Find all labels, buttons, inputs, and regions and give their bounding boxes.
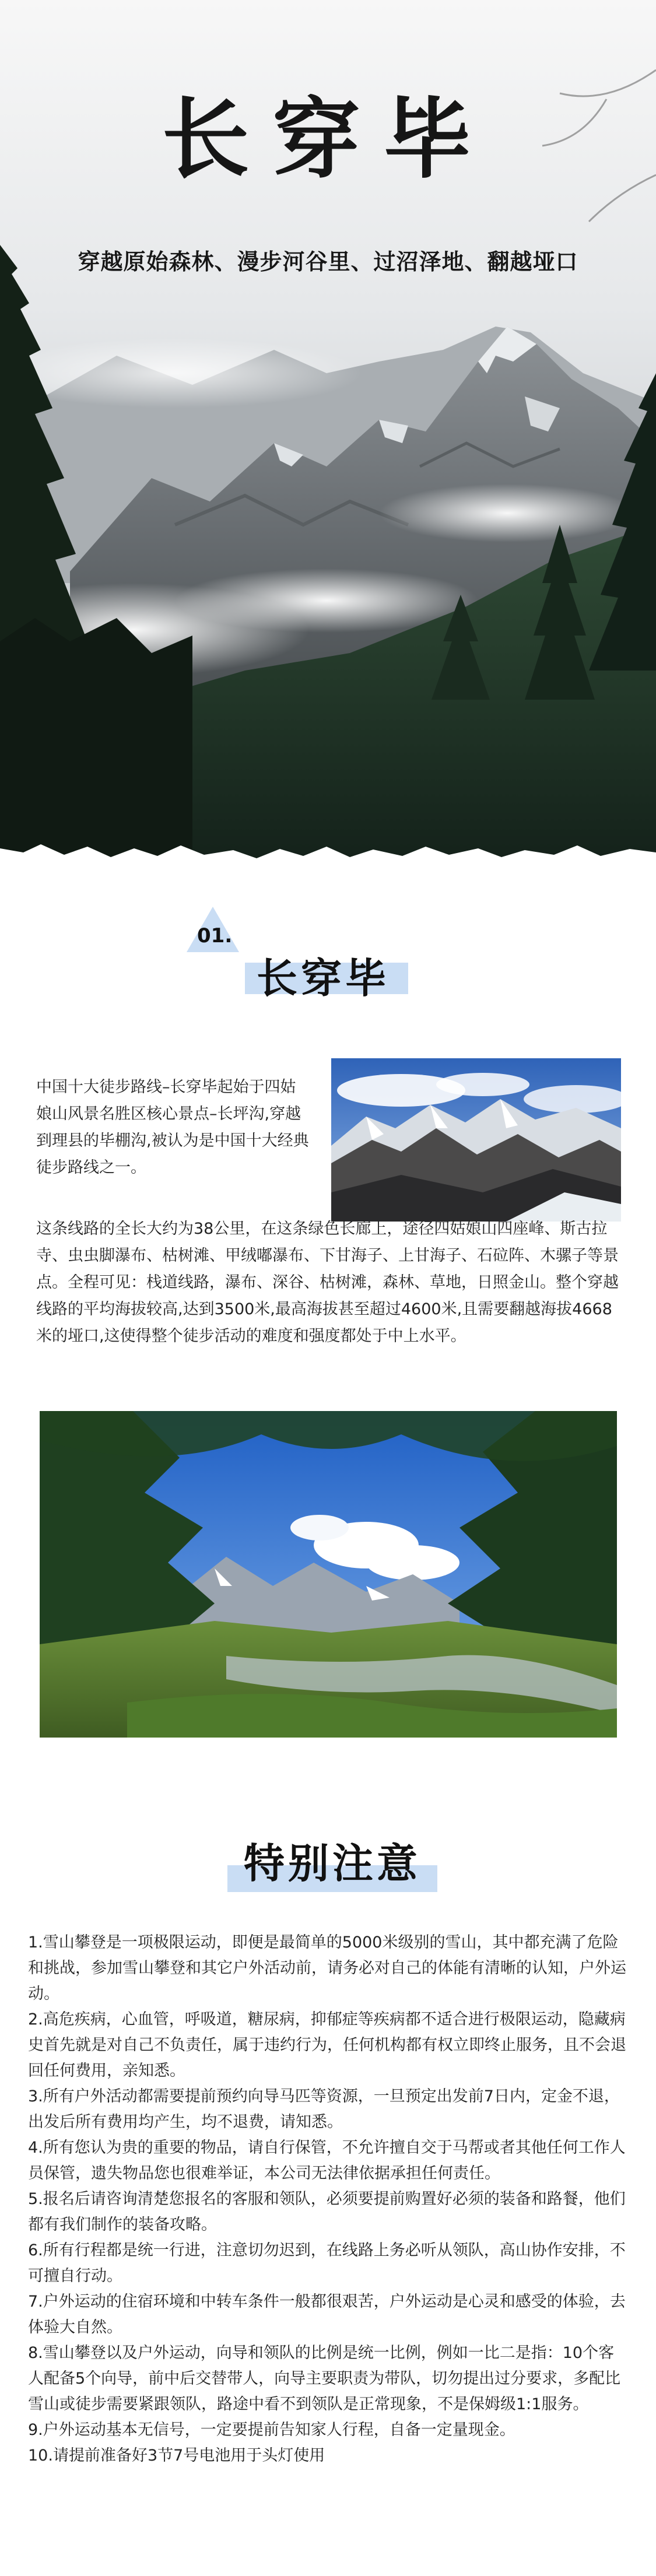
hero-subtitle: 穿越原始森林、漫步河谷里、过沼泽地、翻越垭口 xyxy=(78,249,578,275)
section-title: 长穿毕 xyxy=(257,954,390,1002)
notice-item: 1.雪山攀登是一项极限运动，即便是最简单的5000米级别的雪山，其中都充满了危险和挑战，参加雪山攀登和其它户外活动前，请务必对自己的体能有清晰的认知，户外运动。 xyxy=(28,1933,626,2003)
notice-list xyxy=(28,1930,629,2469)
snow-mountain-image xyxy=(331,1058,621,1222)
section-header xyxy=(181,907,426,1006)
notice-item: 7.户外运动的住宿环境和中转车条件一般都很艰苦，户外运动是心灵和感受的体验，去体验大自然。 xyxy=(28,2293,626,2336)
notice-item: 5.报名后请咨询清楚您报名的客服和领队，必须要提前购置好必须的装备和路餐，他们都有我们制作的装备攻略。 xyxy=(28,2190,626,2234)
section-number: 01. xyxy=(197,924,233,947)
hero-banner xyxy=(0,0,656,875)
notice-item: 4.所有您认为贵的重要的物品，请自行保管，不允许擅自交于马帮或者其他任何工作人员保管，遗失物品您也很难举证，本公司无法律依据承担任何责任。 xyxy=(28,2139,626,2182)
notice-item: 3.所有户外活动都需要提前预约向导马匹等资源，一旦预定出发前7日内，定金不退，出发后所有费用均产生，均不退费，请知悉。 xyxy=(28,2087,620,2131)
notice-item: 9.户外运动基本无信号，一定要提前告知家人行程，自备一定量现金。 xyxy=(28,2421,515,2439)
hero-title: 长穿毕 xyxy=(162,89,494,191)
notice-item: 6.所有行程都是统一行进，注意切勿迟到，在线路上务必听从领队，高山协作安排，不可擅自行动。 xyxy=(28,2241,626,2285)
notice-item: 8.雪山攀登以及户外运动，向导和领队的比例是统一比例，例如一比二是指：10个客人配备5个向导，前中后交替带人，向导主要职责为带队，切勿提出过分要求，多配比雪山或徒步需要紧跟领队，路途中看不到领队是正常现象，不是保姆级1:1服务。 xyxy=(28,2344,621,2413)
notice-header xyxy=(227,1840,437,1892)
notice-title: 特别注意 xyxy=(244,1840,421,1887)
notice-item: 2.高危疾病，心血管，呼吸道，糖尿病，抑郁症等疾病都不适合进行极限运动，隐藏病史首先就是对自己不负责任，属于违约行为，任何机构都有权立即终止服务，且不会退回任何费用，亲知悉。 xyxy=(28,2010,626,2080)
route-description: 这条线路的全长大约为38公里，在这条绿色长廊上，途径四姑娘山四座峰、斯古拉寺、虫虫脚瀑布、枯树滩、甲绒嘟瀑布、下甘海子、上甘海子、石砬阵、木骡子等景点。全程可见：栈道线路，瀑布、深谷、枯树滩，森林、草地，日照金山。整个穿越线路的平均海拔较高,达到3500米,最高海拔甚至超过4600米,且需要翻越海拔4668米的垭口,这使得整个徒步活动的难度和强度都处于中上水平。 xyxy=(36,1220,619,1345)
notice-item: 10.请提前准备好3节7号电池用于头灯使用 xyxy=(28,2447,325,2465)
snow-mountain-photo xyxy=(331,1058,621,1222)
alpine-valley-photo xyxy=(40,1411,617,1738)
intro-paragraph: 中国十大徒步路线–长穿毕起始于四姑娘山风景名胜区核心景点–长坪沟,穿越到理县的毕棚沟,被认为是中国十大经典徒步路线之一。 xyxy=(36,1078,309,1177)
alpine-valley-image xyxy=(40,1411,617,1738)
